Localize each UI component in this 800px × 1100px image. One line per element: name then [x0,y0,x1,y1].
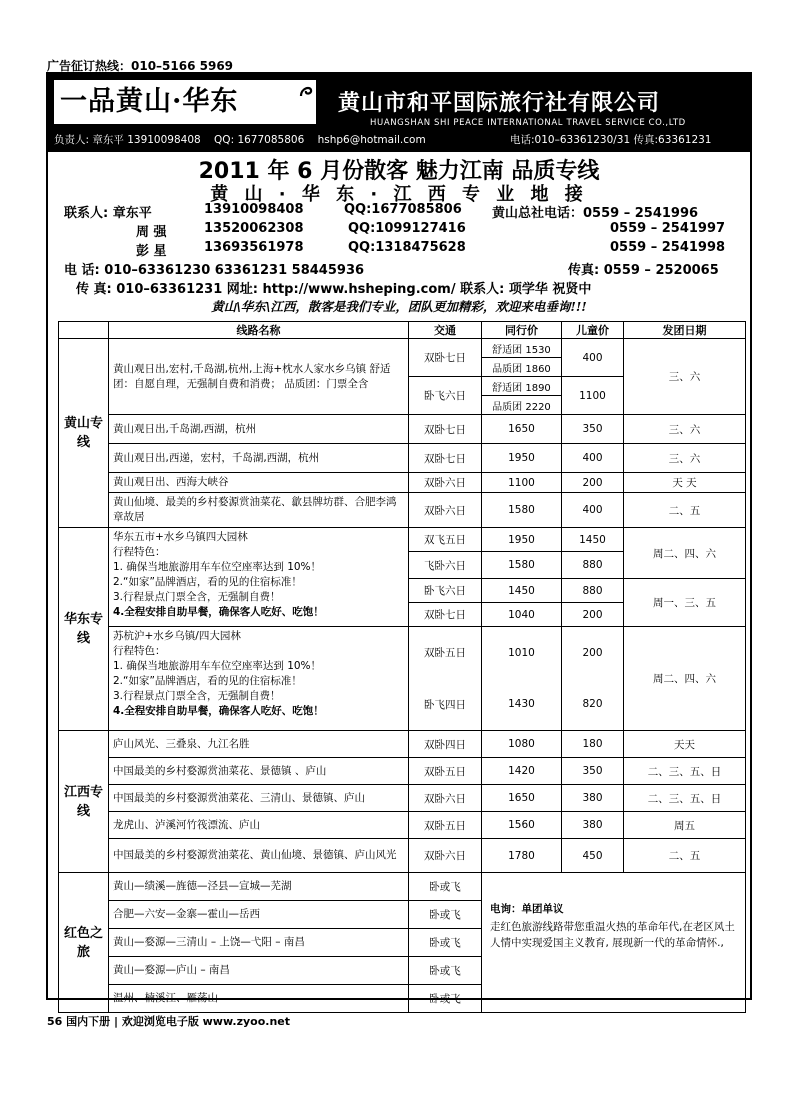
hq-phone-2: 0559 – 2541997 [610,221,726,236]
route-feature: 2.“如家”品牌酒店，看的见的住宿标准！ [113,576,302,588]
col-header-price: 同行价 [482,322,562,339]
contact-mobile-2: 13520062308 [204,221,304,236]
transport-cell: 双卧四日 [409,731,482,758]
company-name-cn: 黄山市和平国际旅行社有限公司 [338,91,661,116]
child-price-cell: 350 [562,758,624,785]
table-row [59,493,746,528]
route-feature: 4.全程安排自助早餐，确保客人吃好、吃饱！ [113,606,324,618]
ad-hotline: 广告征订热线：010–5166 5969 [47,59,234,73]
transport-cell: 卧飞四日 [409,679,482,731]
price-cell: 1420 [482,758,562,785]
price-cell: 1650 [482,415,562,444]
route-feature: 3.行程景点门票全含，无强制自费！ [113,591,281,603]
child-price-cell: 200 [562,473,624,493]
price-cell: 舒适团 1530 [482,339,562,358]
route-name: 黄山仙境、最美的乡村婺源赏油菜花、歙县牌坊群、合肥李鸿章故居 [109,493,409,528]
child-price-cell: 350 [562,415,624,444]
child-price-cell: 880 [562,552,624,579]
table-row [59,785,746,812]
col-header-departure: 发团日期 [624,322,746,339]
route-name: 温州、楠溪江、雁荡山 [109,985,409,1013]
departure-cell: 三、六 [624,444,746,473]
contact-name-3: 彭 星 [136,244,167,259]
table-row [59,839,746,873]
route-name: 黄山—婺源—三清山 – 上饶—弋阳 – 南昌 [109,929,409,957]
company-name-en: HUANGSHAN SHI PEACE INTERNATIONAL TRAVEL SERVICE CO.,LTD [370,118,686,128]
route-feature: 4.全程安排自助早餐，确保客人吃好、吃饱！ [113,705,324,717]
table-row [59,528,746,552]
departure-cell: 二、三、五、日 [624,785,746,812]
route-name: 黄山观日出,西递，宏村，千岛湖,西湖，杭州 [109,444,409,473]
route-name: 龙虎山、泸溪河竹筏漂流、庐山 [109,812,409,839]
contact-qq-3: QQ:1318475628 [348,240,466,255]
route-feature: 2.“如家”品牌酒店，看的见的住宿标准！ [113,675,302,687]
note-text: 走红色旅游线路带您重温火热的革命年代,在老区风土人情中实现爱国主义教育, 展现新一代的革命情怀., [490,921,735,949]
region-header-blank [59,322,109,339]
departure-cell: 三、六 [624,415,746,444]
transport-cell: 双飞五日 [409,528,482,552]
child-price-cell: 880 [562,579,624,603]
contact-mobile-3: 13693561978 [204,240,304,255]
child-price-cell: 180 [562,731,624,758]
col-header-route: 线路名称 [109,322,409,339]
price-cell: 1010 [482,627,562,679]
transport-cell: 飞卧六日 [409,552,482,579]
departure-cell: 周二、四、六 [624,528,746,579]
route-feature: 1. 确保当地旅游用车车位空座率达到 10%！ [113,561,322,573]
route-table [58,321,746,1013]
price-cell: 品质团 1860 [482,358,562,377]
table-row [59,339,746,358]
price-cell: 1580 [482,493,562,528]
child-price-cell: 1100 [562,377,624,415]
route-title: 苏杭沪+水乡乌镇/四大园林 [113,630,241,642]
col-header-transport: 交通 [409,322,482,339]
route-feature: 3.行程景点门票全含，无强制自费！ [113,690,281,702]
transport-cell: 双卧五日 [409,758,482,785]
route-name: 黄山观日出、西海大峡谷 [109,473,409,493]
page-title: 2011 年 6 月份散客 魅力江南 品质专线 [198,159,600,184]
departure-cell: 三、六 [624,339,746,415]
transport-cell: 卧或飞 [409,985,482,1013]
departure-cell: 周一、三、五 [624,579,746,627]
page-footer: 56 国内下册 | 欢迎浏览电子版 www.zyoo.net [47,1015,291,1028]
route-name: 黄山观日出,宏村,千岛湖,杭州,上海+枕水人家水乡乌镇 舒适团：自愿自理，无强制自费和消费； 品质团：门票全含 [109,339,409,415]
route-name [109,627,409,731]
child-price-cell: 380 [562,812,624,839]
col-header-child-price: 儿童价 [562,322,624,339]
hq-fax: 传真: 0559 – 2520065 [568,263,719,278]
child-price-cell: 400 [562,493,624,528]
route-name: 中国最美的乡村婺源赏油菜花、三清山、景德镇、庐山 [109,785,409,812]
transport-cell: 双卧六日 [409,785,482,812]
price-cell: 1950 [482,444,562,473]
route-name: 中国最美的乡村婺源赏油菜花、景德镇 、庐山 [109,758,409,785]
transport-cell: 双卧五日 [409,627,482,679]
child-price-cell: 450 [562,839,624,873]
child-price-cell: 1450 [562,528,624,552]
transport-cell: 双卧六日 [409,473,482,493]
contact-mobile-1: 13910098408 [204,202,304,217]
price-cell: 1580 [482,552,562,579]
header-qq: QQ: 1677085806 [214,134,305,146]
header-banner [48,74,750,152]
route-name: 庐山风光、三叠泉、九江名胜 [109,731,409,758]
table-row [59,812,746,839]
table-row [59,758,746,785]
transport-cell: 双卧七日 [409,444,482,473]
price-cell: 1040 [482,603,562,627]
brand-logo-text: 一品黄山·华东 [60,86,239,117]
page-subtitle: 黄 山 · 华 东 · 江 西 专 业 地 接 [210,184,588,205]
contact-name-1: 联系人: 章东平 [64,206,152,221]
departure-cell: 二、五 [624,493,746,528]
transport-cell: 卧或飞 [409,901,482,929]
route-feature-label: 行程特色： [113,546,166,558]
contact-name-2: 周 强 [136,225,167,240]
route-feature-label: 行程特色： [113,645,166,657]
price-cell: 1560 [482,812,562,839]
office-phone-line: 电 话: 010–63361230 63361231 58445936 [64,263,365,278]
hq-phone-3: 0559 – 2541998 [610,240,726,255]
route-name: 黄山观日出,千岛湖,西湖，杭州 [109,415,409,444]
departure-cell: 天 天 [624,473,746,493]
header-phone-fax: 电话:010–63361230/31 传真:63361231 [510,134,712,146]
price-cell: 1080 [482,731,562,758]
route-name: 黄山—绩溪—旌德—泾县—宣城—芜湖 [109,873,409,901]
table-row [59,731,746,758]
route-feature: 1. 确保当地旅游用车车位空座率达到 10%！ [113,660,322,672]
child-price-cell: 820 [562,679,624,731]
route-title: 华东五市+水乡乌镇四大园林 [113,531,248,543]
route-name: 黄山—婺源—庐山 – 南昌 [109,957,409,985]
table-header-row [59,322,746,339]
region-huadong: 华东专线 [59,528,109,731]
fax-website-line: 传 真: 010–63361231 网址: http://www.hsheping.com/ 联系人: 项学华 祝贤中 [76,282,592,297]
price-cell: 1950 [482,528,562,552]
ad-frame [46,72,752,1005]
route-name [109,528,409,627]
table-row [59,444,746,473]
transport-cell: 双卧七日 [409,339,482,377]
note-title: 电询：单团单议 [490,903,564,915]
child-price-cell: 400 [562,444,624,473]
departure-cell: 天天 [624,731,746,758]
transport-cell: 双卧七日 [409,603,482,627]
price-cell: 1650 [482,785,562,812]
child-price-cell: 380 [562,785,624,812]
region-huangshan: 黄山专线 [59,339,109,528]
header-email: hshp6@hotmail.com [317,134,426,146]
child-price-cell: 200 [562,603,624,627]
route-name: 合肥—六安—金寨—霍山—岳西 [109,901,409,929]
contact-qq-1: QQ:1677085806 [344,202,462,217]
slogan: 黄山\华东\江西，散客是我们专业，团队更加精彩，欢迎来电垂询!!! [211,299,587,314]
child-price-cell: 400 [562,339,624,377]
table-row [59,473,746,493]
transport-cell: 卧飞六日 [409,579,482,603]
child-price-cell: 200 [562,627,624,679]
manager-info: 负责人: 章东平 13910098408 [54,134,201,146]
transport-cell: 双卧六日 [409,839,482,873]
departure-cell: 二、五 [624,839,746,873]
price-cell: 品质团 2220 [482,396,562,415]
transport-cell: 双卧六日 [409,493,482,528]
transport-cell: 卧或飞 [409,929,482,957]
region-jiangxi: 江西专线 [59,731,109,873]
price-cell: 1430 [482,679,562,731]
table-row [59,873,746,901]
transport-cell: 双卧七日 [409,415,482,444]
route-name: 中国最美的乡村婺源赏油菜花、黄山仙境、景德镇、庐山风光 [109,839,409,873]
header-contact-line [54,132,712,147]
price-cell: 1450 [482,579,562,603]
transport-cell: 卧飞六日 [409,377,482,415]
red-tour-note [482,873,746,1013]
table-row [59,627,746,679]
region-red-tour: 红色之旅 [59,873,109,1013]
transport-cell: 卧或飞 [409,873,482,901]
departure-cell: 二、三、五、日 [624,758,746,785]
table-row [59,415,746,444]
transport-cell: 卧或飞 [409,957,482,985]
price-cell: 舒适团 1890 [482,377,562,396]
brand-logo [54,80,316,124]
contact-qq-2: QQ:1099127416 [348,221,466,236]
departure-cell: 周二、四、六 [624,627,746,731]
price-cell: 1100 [482,473,562,493]
swirl-icon [298,84,314,100]
departure-cell: 周五 [624,812,746,839]
transport-cell: 双卧五日 [409,812,482,839]
hq-phone-1: 黄山总社电话：0559 – 2541996 [492,206,699,221]
price-cell: 1780 [482,839,562,873]
